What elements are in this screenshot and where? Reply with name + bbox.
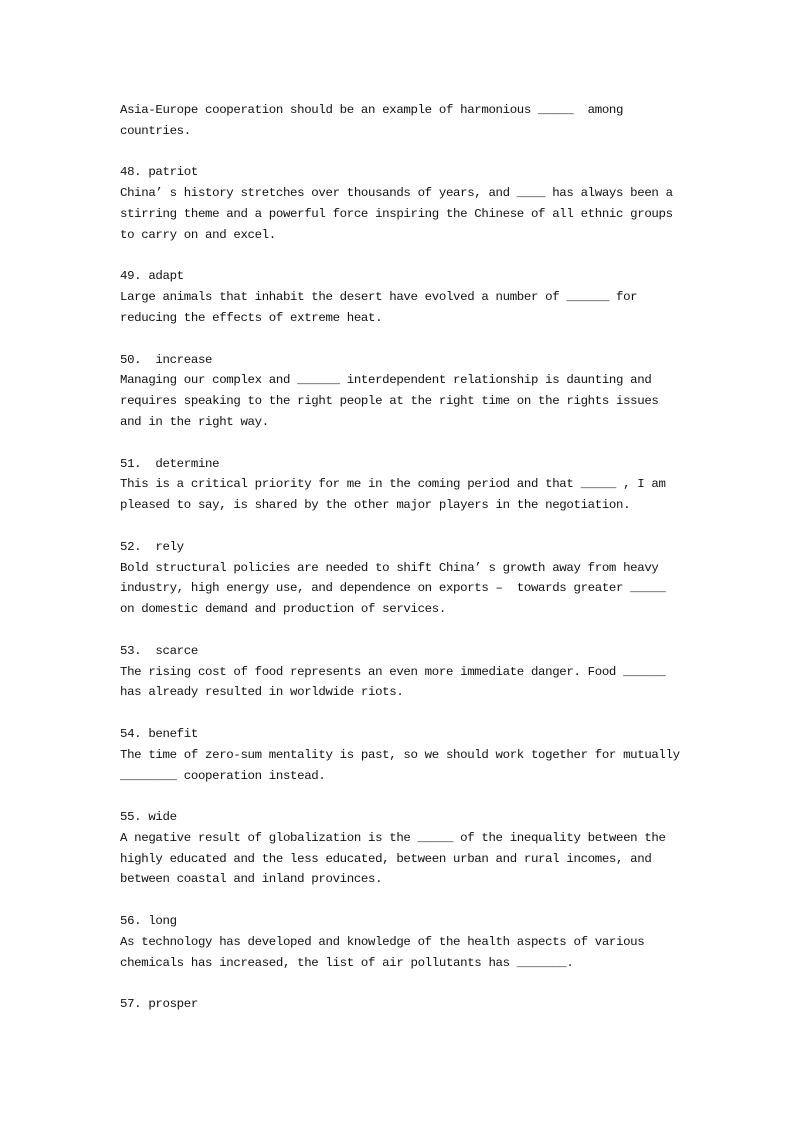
- exercise-item-55: [120, 807, 680, 890]
- intro-sentence-block: [120, 100, 680, 142]
- sentence-text: The rising cost of food represents an even more immediate danger. Food ______ has already resulted in worldwide riots.: [120, 664, 673, 700]
- item-heading: 54. benefit: [120, 726, 198, 741]
- exercise-item-51: [120, 454, 680, 516]
- exercise-item-50: [120, 350, 680, 433]
- sentence-text: The time of zero-sum mentality is past, so we should work together for mutually ________ cooperation instead.: [120, 747, 694, 783]
- item-heading: 51. determine: [120, 456, 220, 471]
- exercise-item-49: [120, 266, 680, 328]
- exercise-item-48: [120, 162, 680, 245]
- sentence-text: China’ s history stretches over thousands of years, and ____ has always been a stirring theme and a powerful force inspiring the Chinese of all ethnic groups to carry on and excel.: [120, 186, 680, 242]
- item-heading: 53. scarce: [120, 643, 198, 658]
- exercise-item-54: [120, 724, 694, 786]
- sentence-text: Managing our complex and ______ interdependent relationship is daunting and requires speaking to the right people at the right time on the rights issues and in the right way.: [120, 373, 666, 429]
- exercise-item-52: [120, 537, 680, 620]
- sentence-text: Bold structural policies are needed to shift China’ s growth away from heavy industry, high energy use, and dependence on exports – towards greater _____ on domestic demand and production of services.: [120, 560, 673, 617]
- item-heading: 48. patriot: [120, 165, 198, 180]
- item-heading: 57. prosper: [120, 997, 198, 1012]
- sentence-text: Large animals that inhabit the desert have evolved a number of ______ for reducing the effects of extreme heat.: [120, 290, 645, 325]
- exercise-item-56: [120, 911, 680, 973]
- sentence-text: A negative result of globalization is the _____ of the inequality between the highly educated and the less educated, between urban and rural incomes, and between coastal and inland provinces.: [120, 830, 673, 887]
- sentence-text: As technology has developed and knowledge of the health aspects of various chemicals has increased, the list of air pollutants has _______.: [120, 934, 652, 970]
- item-heading: 50. increase: [120, 352, 213, 367]
- exercise-item-53: [120, 641, 680, 703]
- exercise-item-57: [120, 994, 680, 1015]
- item-heading: 56. long: [120, 914, 177, 929]
- item-heading: 52. rely: [120, 539, 184, 554]
- item-heading: 55. wide: [120, 810, 177, 825]
- sentence-text: This is a critical priority for me in the coming period and that _____ , I am pleased to say, is shared by the other major players in the negotiation.: [120, 477, 673, 513]
- item-heading: 49. adapt: [120, 269, 184, 284]
- sentence-text: Asia-Europe cooperation should be an example of harmonious _____ among countries.: [120, 103, 631, 138]
- document-page: [120, 100, 694, 1036]
